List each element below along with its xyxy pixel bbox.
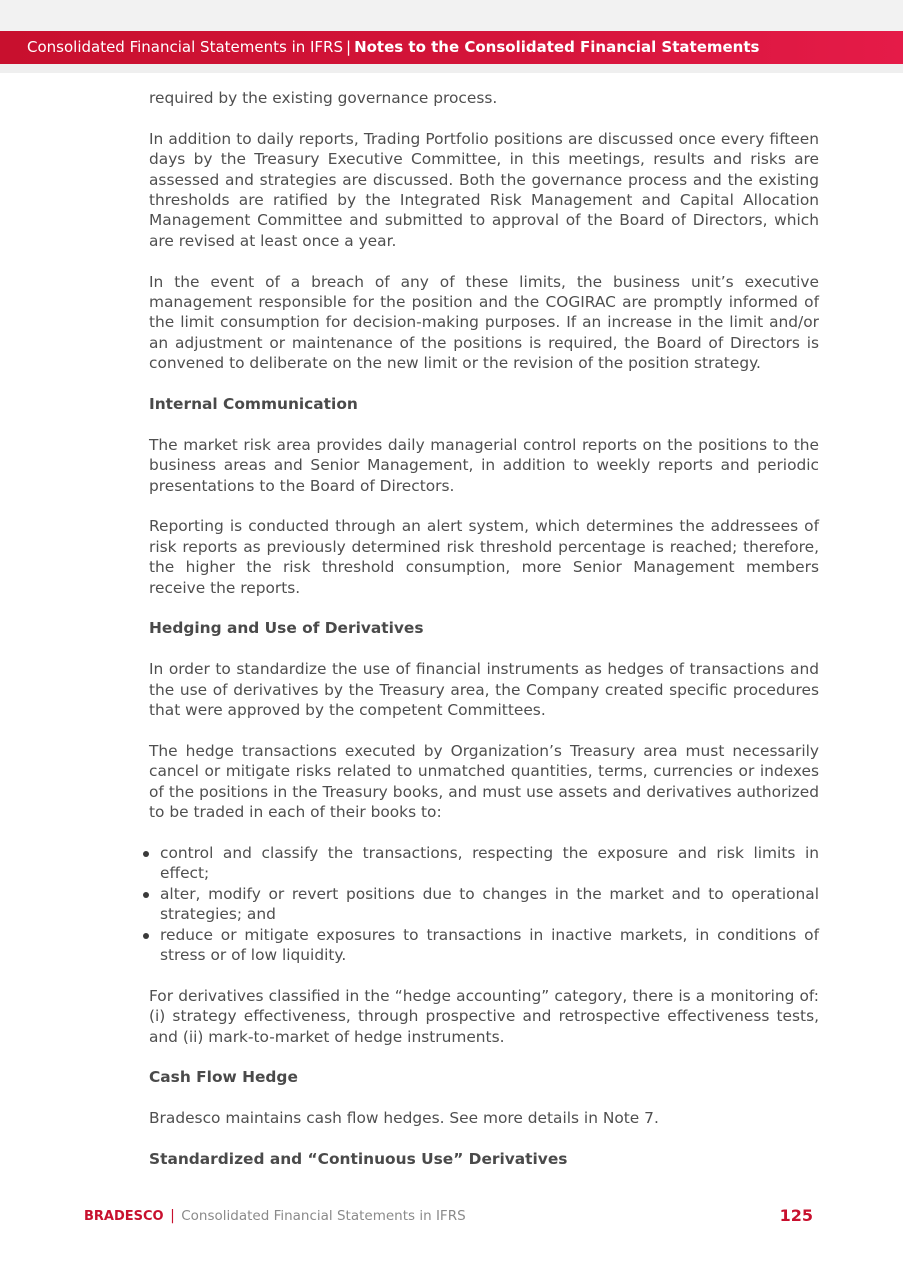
footer-brand: BRADESCO xyxy=(84,1209,164,1224)
list-item-text: control and classify the transactions, respecting the exposure and risk limits in effect; xyxy=(160,843,819,883)
paragraph-trading-portfolio: In addition to daily reports, Trading Portfolio positions are discussed once every fifteen days by the Treasury Executive Committee, in this meetings, results and risks are assessed and strategies are discussed. Both the governance process and the existing thresholds are ratified by the Integrated Risk Management and Capital Allocation Management Committee and submitted to approval of the Board of Directors, which are revised at least once a year. xyxy=(149,129,819,250)
paragraph-hedge-transactions: The hedge transactions executed by Organization’s Treasury area must necessarily cancel or mitigate risks related to unmatched quantities, terms, currencies or indexes of the positions in the Treasury books, and must use assets and derivatives authorized to be traded in each of their books to: xyxy=(149,741,819,822)
top-margin xyxy=(0,0,903,31)
header-separator: | xyxy=(346,38,352,56)
heading-standardized-derivatives: Standardized and “Continuous Use” Derivatives xyxy=(149,1149,568,1168)
heading-hedging-derivatives: Hedging and Use of Derivatives xyxy=(149,619,424,638)
heading-internal-communication: Internal Communication xyxy=(149,395,358,414)
header-subsection: Notes to the Consolidated Financial Statements xyxy=(354,38,760,56)
list-item xyxy=(149,843,819,884)
list-item xyxy=(149,925,819,966)
paragraph-daily-reports: The market risk area provides daily managerial control reports on the positions to the business areas and Senior Management, in addition to weekly reports and periodic presentations to the Board of Directors. xyxy=(149,435,819,495)
page-footer xyxy=(84,1205,813,1227)
page-body xyxy=(149,88,819,1190)
paragraph-standardize-instruments: In order to standardize the use of financial instruments as hedges of transactions and the use of derivatives by the Treasury area, the Company created specific procedures that were approved by the competent Committees. xyxy=(149,660,819,720)
paragraph-cash-flow: Bradesco maintains cash flow hedges. See more details in Note 7. xyxy=(149,1109,659,1128)
list-item-text: alter, modify or revert positions due to changes in the market and to operational strategies; and xyxy=(160,884,819,924)
running-header xyxy=(0,31,903,64)
paragraph-governance-continued: required by the existing governance process. xyxy=(149,89,498,107)
paragraph-hedge-accounting: For derivatives classified in the “hedge accounting” category, there is a monitoring of: (i) strategy effectiveness, through prospective and retrospective effectiveness tests, and (ii) mark-to-market of hedge instruments. xyxy=(149,986,819,1046)
paragraph-alert-system: Reporting is conducted through an alert system, which determines the addressees of risk reports as previously determined risk threshold percentage is reached; therefore, the higher the risk threshold consumption, more Senior Management members receive the reports. xyxy=(149,517,819,597)
header-section: Consolidated Financial Statements in IFRS xyxy=(27,38,344,56)
bullet-icon xyxy=(143,892,149,898)
bullet-icon xyxy=(143,851,149,857)
bullet-icon xyxy=(143,933,149,939)
list-item-text: reduce or mitigate exposures to transactions in inactive markets, in conditions of stress or of low liquidity. xyxy=(160,925,819,964)
list-item xyxy=(149,884,819,925)
page-number: 125 xyxy=(779,1206,813,1225)
footer-document-title: Consolidated Financial Statements in IFRS xyxy=(181,1208,466,1224)
header-underline xyxy=(0,64,903,73)
hedge-purpose-list xyxy=(149,843,819,965)
paragraph-limit-breach: In the event of a breach of any of these limits, the business unit’s executive management responsible for the position and the COGIRAC are promptly informed of the limit consumption for decision-making purposes. If an increase in the limit and/or an adjustment or maintenance of the positions is required, the Board of Directors is convened to deliberate on the new limit or the revision of the position strategy. xyxy=(149,272,819,373)
heading-cash-flow-hedge: Cash Flow Hedge xyxy=(149,1068,298,1087)
footer-separator: | xyxy=(170,1208,175,1224)
